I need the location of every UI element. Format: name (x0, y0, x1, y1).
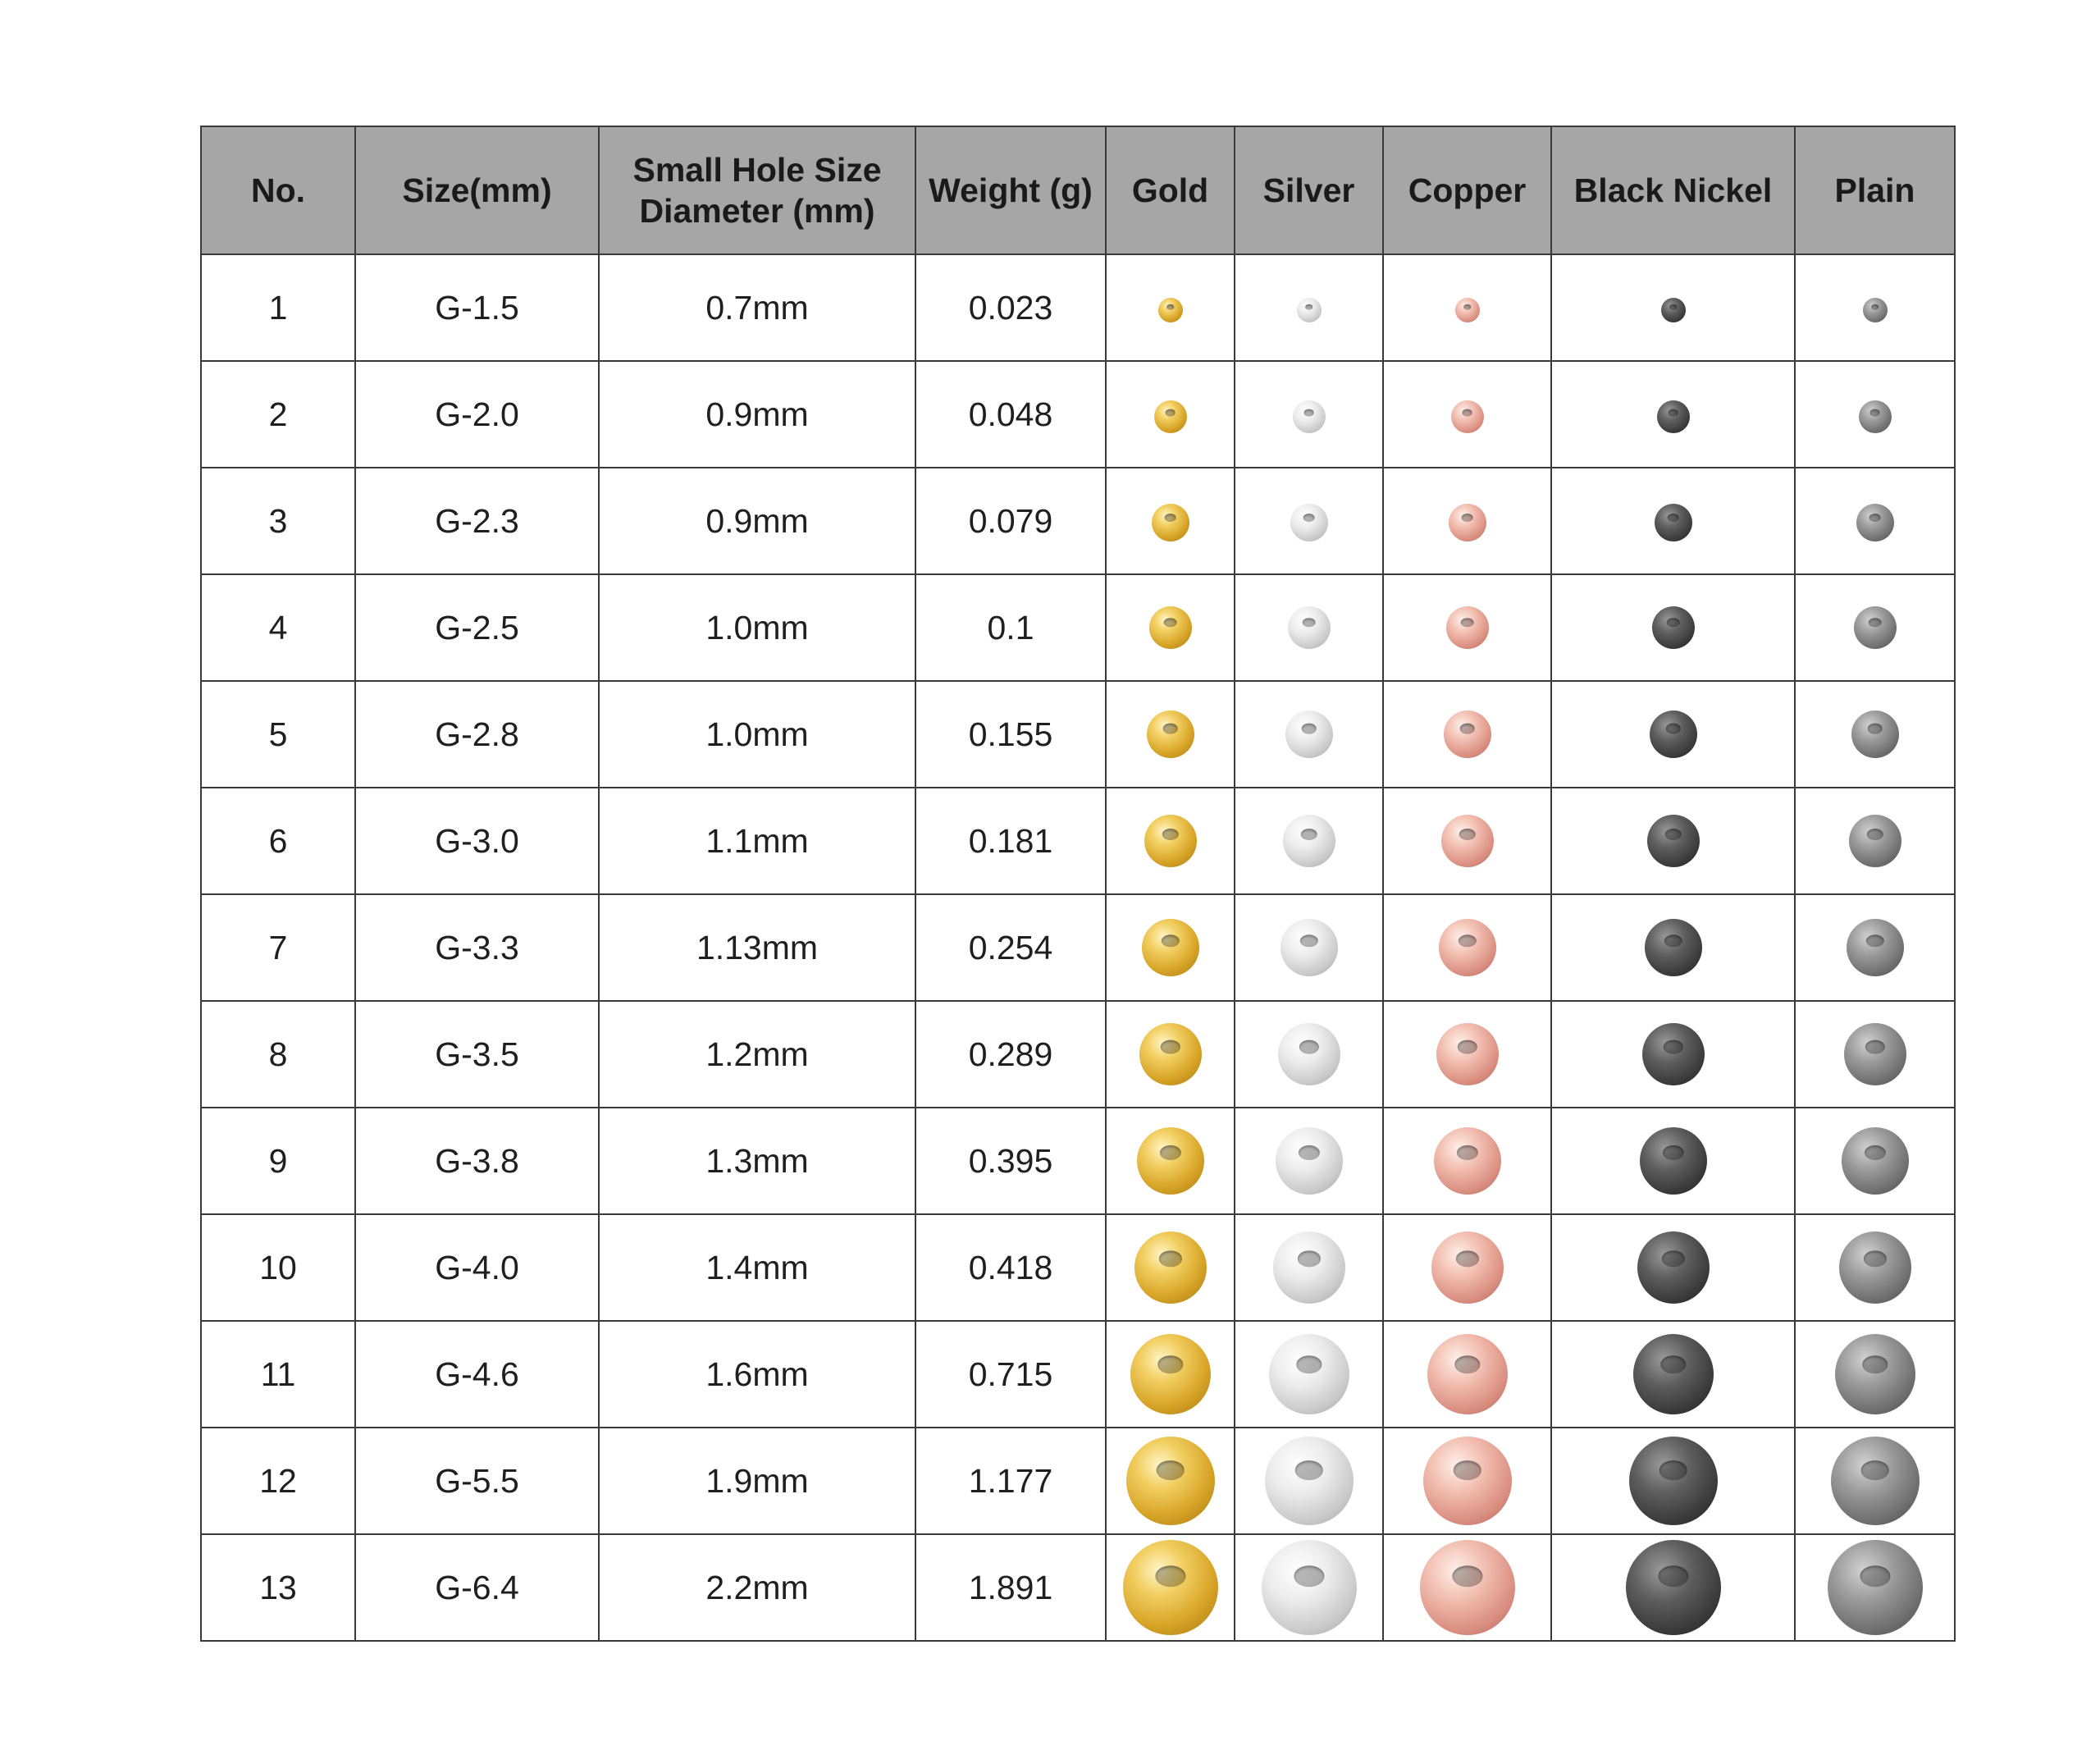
cell-silver (1235, 1534, 1383, 1641)
cell-size: G-3.0 (355, 788, 599, 894)
cell-black-nickel (1551, 574, 1795, 681)
cell-gold (1106, 788, 1235, 894)
cell-hole-size: 1.0mm (599, 574, 915, 681)
cell-no: 2 (201, 361, 355, 468)
black-nickel-bead-image (1650, 710, 1697, 758)
cell-copper (1383, 788, 1551, 894)
copper-bead-image (1455, 298, 1480, 322)
cell-black-nickel (1551, 1108, 1795, 1214)
copper-bead-image (1439, 919, 1496, 976)
cell-hole-size: 1.3mm (599, 1108, 915, 1214)
cell-copper (1383, 1108, 1551, 1214)
cell-weight: 0.395 (915, 1108, 1106, 1214)
cell-no: 9 (201, 1108, 355, 1214)
cell-weight: 0.079 (915, 468, 1106, 574)
gold-bead-image (1154, 400, 1187, 433)
copper-bead-image (1444, 710, 1491, 758)
cell-black-nickel (1551, 1534, 1795, 1641)
silver-bead-image (1290, 504, 1328, 541)
silver-bead-image (1297, 298, 1322, 322)
cell-no: 4 (201, 574, 355, 681)
black-nickel-bead-image (1629, 1437, 1718, 1525)
header-weight: Weight (g) (915, 126, 1106, 254)
cell-silver (1235, 361, 1383, 468)
black-nickel-bead-image (1633, 1334, 1714, 1414)
cell-size: G-5.5 (355, 1428, 599, 1534)
silver-bead-image (1285, 710, 1333, 758)
cell-plain (1795, 1534, 1955, 1641)
table-row (201, 1534, 1955, 1641)
cell-plain (1795, 1001, 1955, 1108)
gold-bead-image (1134, 1231, 1207, 1304)
cell-silver (1235, 254, 1383, 361)
cell-size: G-3.8 (355, 1108, 599, 1214)
cell-silver (1235, 1321, 1383, 1428)
cell-hole-size: 1.1mm (599, 788, 915, 894)
copper-bead-image (1427, 1334, 1508, 1414)
copper-bead-image (1436, 1023, 1499, 1085)
copper-bead-image (1423, 1437, 1512, 1525)
cell-size: G-2.8 (355, 681, 599, 788)
header-hole-line2: Diameter (mm) (639, 192, 875, 230)
cell-hole-size: 2.2mm (599, 1534, 915, 1641)
header-black-nickel: Black Nickel (1551, 126, 1795, 254)
cell-black-nickel (1551, 254, 1795, 361)
cell-plain (1795, 361, 1955, 468)
gold-bead-image (1152, 504, 1189, 541)
table-body (201, 254, 1955, 1641)
cell-silver (1235, 1428, 1383, 1534)
black-nickel-bead-image (1642, 1023, 1705, 1085)
plain-bead-image (1847, 919, 1904, 976)
cell-hole-size: 1.6mm (599, 1321, 915, 1428)
gold-bead-image (1130, 1334, 1211, 1414)
cell-no: 5 (201, 681, 355, 788)
cell-no: 12 (201, 1428, 355, 1534)
cell-gold (1106, 1428, 1235, 1534)
header-no: No. (201, 126, 355, 254)
table-row (201, 1108, 1955, 1214)
cell-size: G-4.6 (355, 1321, 599, 1428)
plain-bead-image (1856, 504, 1894, 541)
header-hole-line1: Small Hole Size (632, 151, 882, 189)
cell-gold (1106, 1321, 1235, 1428)
cell-no: 11 (201, 1321, 355, 1428)
cell-gold (1106, 1001, 1235, 1108)
plain-bead-image (1863, 298, 1888, 322)
copper-bead-image (1431, 1231, 1504, 1304)
cell-copper (1383, 1321, 1551, 1428)
cell-silver (1235, 1214, 1383, 1321)
cell-hole-size: 1.2mm (599, 1001, 915, 1108)
black-nickel-bead-image (1657, 400, 1690, 433)
table-row (201, 1321, 1955, 1428)
cell-size: G-1.5 (355, 254, 599, 361)
table-row (201, 1214, 1955, 1321)
cell-weight: 0.048 (915, 361, 1106, 468)
copper-bead-image (1451, 400, 1484, 433)
cell-plain (1795, 1108, 1955, 1214)
cell-plain (1795, 468, 1955, 574)
cell-hole-size: 0.9mm (599, 361, 915, 468)
copper-bead-image (1434, 1127, 1501, 1195)
cell-hole-size: 1.0mm (599, 681, 915, 788)
cell-silver (1235, 788, 1383, 894)
cell-size: G-3.3 (355, 894, 599, 1001)
cell-size: G-6.4 (355, 1534, 599, 1641)
plain-bead-image (1842, 1127, 1909, 1195)
cell-black-nickel (1551, 1214, 1795, 1321)
cell-plain (1795, 681, 1955, 788)
cell-gold (1106, 254, 1235, 361)
cell-silver (1235, 1108, 1383, 1214)
silver-bead-image (1283, 815, 1335, 867)
plain-bead-image (1844, 1023, 1906, 1085)
cell-weight: 0.254 (915, 894, 1106, 1001)
plain-bead-image (1828, 1540, 1923, 1635)
header-gold: Gold (1106, 126, 1235, 254)
cell-weight: 0.289 (915, 1001, 1106, 1108)
table-row (201, 681, 1955, 788)
black-nickel-bead-image (1652, 606, 1695, 649)
cell-hole-size: 0.7mm (599, 254, 915, 361)
cell-copper (1383, 1428, 1551, 1534)
cell-no: 7 (201, 894, 355, 1001)
plain-bead-image (1839, 1231, 1911, 1304)
cell-gold (1106, 681, 1235, 788)
black-nickel-bead-image (1655, 504, 1692, 541)
plain-bead-image (1851, 710, 1899, 758)
gold-bead-image (1144, 815, 1197, 867)
table-row (201, 468, 1955, 574)
plain-bead-image (1859, 400, 1892, 433)
cell-plain (1795, 1321, 1955, 1428)
silver-bead-image (1288, 606, 1331, 649)
cell-gold (1106, 361, 1235, 468)
cell-gold (1106, 1534, 1235, 1641)
cell-copper (1383, 681, 1551, 788)
cell-weight: 0.181 (915, 788, 1106, 894)
cell-gold (1106, 894, 1235, 1001)
copper-bead-image (1441, 815, 1494, 867)
table-row (201, 574, 1955, 681)
cell-black-nickel (1551, 1321, 1795, 1428)
gold-bead-image (1137, 1127, 1204, 1195)
silver-bead-image (1273, 1231, 1345, 1304)
table-row (201, 254, 1955, 361)
cell-copper (1383, 468, 1551, 574)
silver-bead-image (1265, 1437, 1354, 1525)
cell-no: 6 (201, 788, 355, 894)
cell-gold (1106, 1108, 1235, 1214)
cell-gold (1106, 574, 1235, 681)
cell-no: 1 (201, 254, 355, 361)
cell-black-nickel (1551, 361, 1795, 468)
cell-weight: 1.891 (915, 1534, 1106, 1641)
copper-bead-image (1449, 504, 1486, 541)
black-nickel-bead-image (1640, 1127, 1707, 1195)
plain-bead-image (1831, 1437, 1920, 1525)
gold-bead-image (1147, 710, 1194, 758)
cell-copper (1383, 1534, 1551, 1641)
cell-silver (1235, 894, 1383, 1001)
cell-black-nickel (1551, 1001, 1795, 1108)
cell-silver (1235, 468, 1383, 574)
copper-bead-image (1446, 606, 1489, 649)
gold-bead-image (1139, 1023, 1202, 1085)
bead-spec-table (200, 126, 1956, 1642)
cell-black-nickel (1551, 788, 1795, 894)
cell-gold (1106, 1214, 1235, 1321)
black-nickel-bead-image (1647, 815, 1700, 867)
cell-size: G-3.5 (355, 1001, 599, 1108)
cell-black-nickel (1551, 468, 1795, 574)
cell-black-nickel (1551, 894, 1795, 1001)
gold-bead-image (1149, 606, 1192, 649)
cell-black-nickel (1551, 681, 1795, 788)
black-nickel-bead-image (1637, 1231, 1710, 1304)
cell-weight: 0.023 (915, 254, 1106, 361)
cell-silver (1235, 1001, 1383, 1108)
silver-bead-image (1281, 919, 1338, 976)
gold-bead-image (1142, 919, 1199, 976)
silver-bead-image (1269, 1334, 1349, 1414)
header-row (201, 126, 1955, 254)
cell-no: 10 (201, 1214, 355, 1321)
gold-bead-image (1123, 1540, 1218, 1635)
black-nickel-bead-image (1645, 919, 1702, 976)
cell-copper (1383, 1214, 1551, 1321)
cell-plain (1795, 788, 1955, 894)
header-size: Size(mm) (355, 126, 599, 254)
gold-bead-image (1158, 298, 1183, 322)
cell-silver (1235, 574, 1383, 681)
cell-weight: 0.1 (915, 574, 1106, 681)
cell-hole-size: 0.9mm (599, 468, 915, 574)
cell-black-nickel (1551, 1428, 1795, 1534)
cell-weight: 0.715 (915, 1321, 1106, 1428)
header-hole-size (599, 126, 915, 254)
cell-plain (1795, 574, 1955, 681)
cell-plain (1795, 894, 1955, 1001)
cell-size: G-4.0 (355, 1214, 599, 1321)
table-row (201, 788, 1955, 894)
cell-plain (1795, 1428, 1955, 1534)
gold-bead-image (1126, 1437, 1215, 1525)
cell-weight: 0.418 (915, 1214, 1106, 1321)
silver-bead-image (1293, 400, 1326, 433)
table-row (201, 361, 1955, 468)
black-nickel-bead-image (1626, 1540, 1721, 1635)
silver-bead-image (1278, 1023, 1340, 1085)
header-copper: Copper (1383, 126, 1551, 254)
cell-plain (1795, 254, 1955, 361)
table-row (201, 894, 1955, 1001)
plain-bead-image (1854, 606, 1897, 649)
cell-hole-size: 1.9mm (599, 1428, 915, 1534)
cell-copper (1383, 361, 1551, 468)
cell-size: G-2.0 (355, 361, 599, 468)
cell-no: 8 (201, 1001, 355, 1108)
cell-copper (1383, 574, 1551, 681)
cell-weight: 1.177 (915, 1428, 1106, 1534)
plain-bead-image (1849, 815, 1901, 867)
silver-bead-image (1276, 1127, 1343, 1195)
cell-gold (1106, 468, 1235, 574)
cell-weight: 0.155 (915, 681, 1106, 788)
cell-hole-size: 1.4mm (599, 1214, 915, 1321)
cell-hole-size: 1.13mm (599, 894, 915, 1001)
cell-plain (1795, 1214, 1955, 1321)
cell-size: G-2.3 (355, 468, 599, 574)
header-silver: Silver (1235, 126, 1383, 254)
cell-copper (1383, 254, 1551, 361)
header-plain: Plain (1795, 126, 1955, 254)
cell-no: 3 (201, 468, 355, 574)
plain-bead-image (1835, 1334, 1915, 1414)
table-row (201, 1428, 1955, 1534)
cell-silver (1235, 681, 1383, 788)
silver-bead-image (1262, 1540, 1357, 1635)
table-row (201, 1001, 1955, 1108)
black-nickel-bead-image (1661, 298, 1686, 322)
cell-size: G-2.5 (355, 574, 599, 681)
cell-copper (1383, 1001, 1551, 1108)
cell-no: 13 (201, 1534, 355, 1641)
cell-copper (1383, 894, 1551, 1001)
copper-bead-image (1420, 1540, 1515, 1635)
